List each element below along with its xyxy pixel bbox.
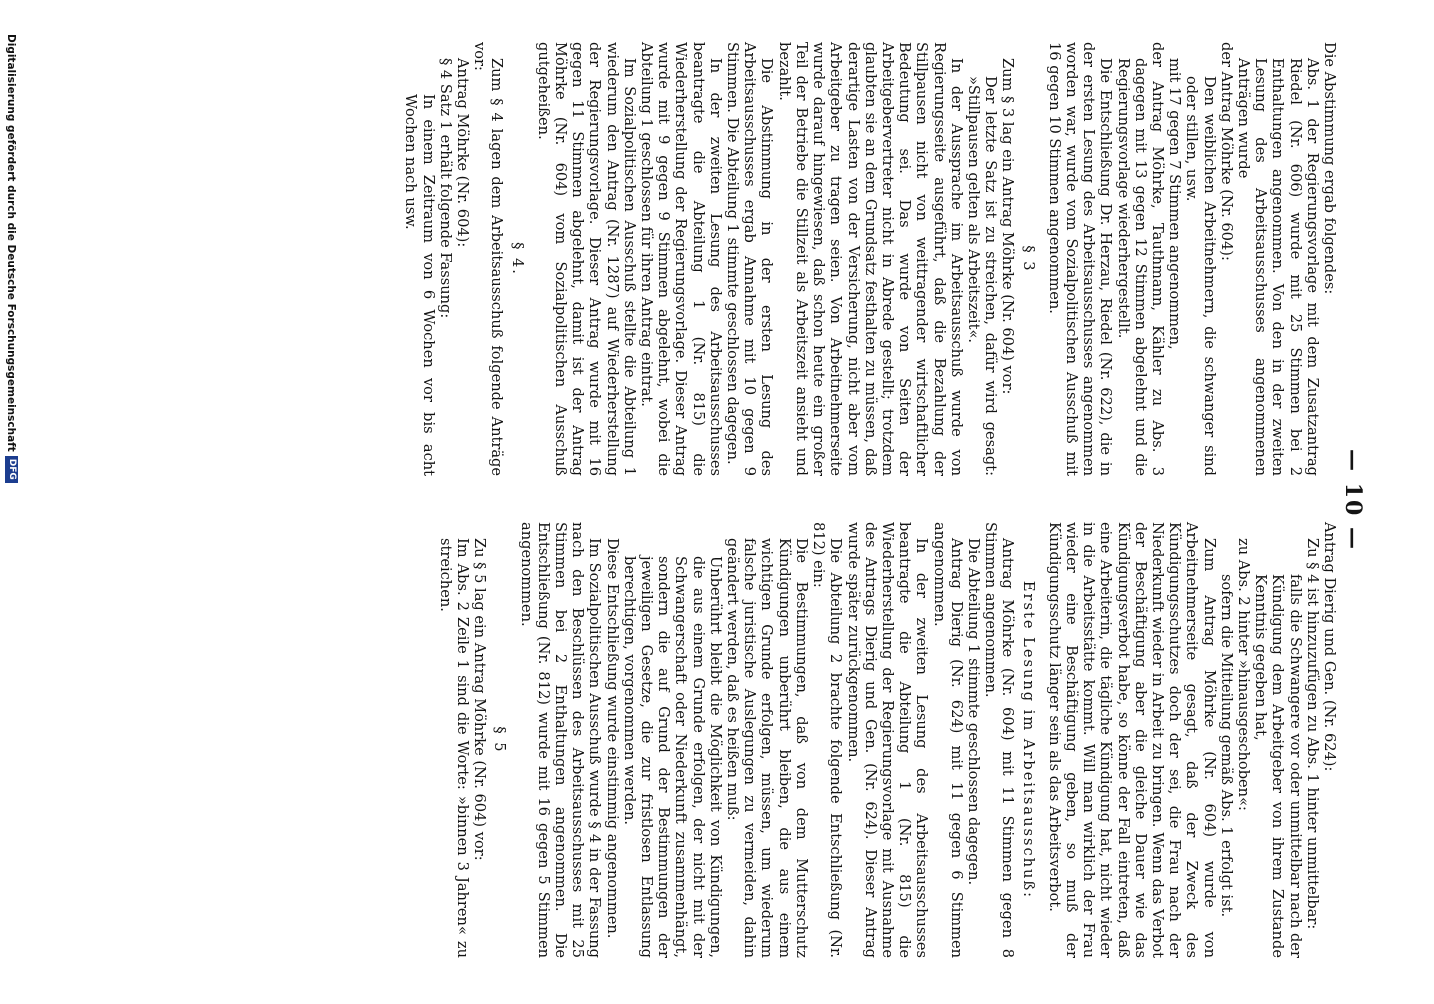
dfg-logo: DFG <box>5 456 18 483</box>
paragraph: Die Abteilung 1 stimmte geschlossen dagegen. <box>964 538 982 886</box>
right-column <box>437 522 1338 958</box>
paragraph: Im Sozialpolitischen Ausschuß stellte die Abteilung 1 wiederum den Antrag (Nr. 1287) auf Wiederherstellung der Regierungsvorlage. Dieser Antrag wurde mit 16 gegen 11 Stimmen abgelehnt, damit ist der Antrag Möhrke (Nr. 604) vom Sozialpolitischen Ausschuß gutgeheißen. <box>534 42 638 476</box>
paragraph: Antrag Dierig (Nr. 624) mit 11 gegen 6 Stimmen angenommen. <box>930 522 965 958</box>
paragraph: Zu § 5 lag ein Antrag Möhrke (Nr. 604) vor: <box>471 538 489 861</box>
paragraph: Antrag Möhrke (Nr. 604): <box>454 58 472 248</box>
paragraph: falls die Schwangere vor oder unmittelbar nach der Kündigung dem Arbeitgeber von ihrem Zustande Kenntnis gegeben hat, <box>1252 574 1304 958</box>
paragraph: sofern die Mitteilung gemäß Abs. 1 erfolgt ist. <box>1217 574 1235 918</box>
paragraph: Den weiblichen Arbeitnehmern, die schwanger sind oder stillen, usw. <box>1183 76 1218 476</box>
left-column <box>402 42 1338 476</box>
paragraph: Zum § 3 lag ein Antrag Möhrke (Nr. 604) vor: <box>999 58 1017 395</box>
paragraph: der Antrag Möhrke, Tauthmann, Kähler zu Abs. 3 dagegen mit 13 gegen 12 Stimmen abgelehnt und die Regierungsvorlage wiederhergestellt. <box>1114 42 1166 476</box>
paragraph: In der zweiten Lesung des Arbeitsausschusses beantragte die Abteilung 1 (Nr. 815) die Wiederherstellung der Regierungsvorlage mit Ausnahme des Antrags Dierig und Gen. (Nr. 624). Dieser Antrag wurde später zurückgenommen. <box>844 522 931 958</box>
paragraph: Zu § 4 ist hinzuzufügen zu Abs. 1 hinter unmittelbar: <box>1303 538 1321 930</box>
paragraph: Die Abstimmung in der ersten Lesung des Arbeitsausschusses ergab Annahme mit 10 gegen 9 Stimmen. Die Abteilung 1 stimmte geschlossen dagegen. <box>724 42 776 476</box>
paragraph: In einem Zeitraum von 6 Wochen vor bis acht Wochen nach usw. <box>402 94 437 476</box>
paragraph: Im Abs. 2 Zeile 1 sind die Worte: »binnen 3 Jahren« zu streichen. <box>436 538 472 958</box>
section-heading: Erste Lesung im Arbeitsausschuß: <box>1019 580 1037 900</box>
digitization-footer <box>5 34 18 1004</box>
paragraph: Zum Antrag Möhrke (Nr. 604) wurde von Arbeitnehmerseite gesagt, daß der Zweck des Kündigungsschutzes doch der sei, die Frau nach der Niederkunft wieder in Arbeit zu bringen. Wenn das Verbot der Beschäftigung aber die gleiche Dauer wie das Kündigungsverbot habe, so könne der Fall eintreten, daß eine Arbeiterin, die tägliche Kündigung hat, nicht wieder in die Arbeitsstätte kommt. Will man wirklich der Frau wieder eine Beschäftigung geben, so muß der Kündigungsschutz länger sein als das Arbeitsverbot. <box>1045 522 1218 958</box>
paragraph: der Antrag Möhrke (Nr. 604): <box>1217 42 1235 261</box>
footer-text: Digitalisierung gefördert durch die Deutsche Forschungsgemeinschaft <box>5 34 18 452</box>
paragraph: Der letzte Satz ist zu streichen, dafür wird gesagt: »Stillpausen gelten als Arbeitszeit«. <box>964 76 1000 476</box>
paragraph: In der Aussprache im Arbeitsausschuß wurde von Regierungsseite ausgeführt, daß die Bezahlung der Stillpausen nicht von weittragender wirtschaftlicher Bedeutung sei. Das wurde von Seiten der Arbeitgebervertreter nicht in Abrede gestellt; trotzdem glaubten sie an dem Grundsatz festhalten zu müssen, daß derartige Lasten von der Versicherung, nicht aber vom Arbeitgeber zu tragen seien. Von Arbeitnehmerseite wurde darauf hingewiesen, daß schon heute ein großer Teil der Betriebe die Stillzeit als Arbeitszeit ansieht und bezahlt. <box>775 42 965 476</box>
paragraph: Die Abstimmung ergab folgendes: <box>1321 42 1338 295</box>
paragraph: Die Entschließung Dr. Herzau, Riedel (Nr. 622), die in der ersten Lesung des Arbeitsausschusses angenommen worden war, wurde vom Sozialpolitischen Ausschuß mit 16 gegen 10 Stimmen angenommen. <box>1045 42 1115 476</box>
page-number: — 10 — <box>1340 449 1366 551</box>
paragraph: In der zweiten Lesung des Arbeitsausschusses beantragte die Abteilung 1 (Nr. 815) die Wiederherstellung der Regierungsvorlage. Dieser Antrag wurde mit 9 gegen 9 Stimmen abgelehnt, wobei die Abteilung 1 geschlossen für ihren Antrag eintrat. <box>638 42 724 476</box>
paragraph: Die Abteilung 2 brachte folgende Entschließung (Nr. 812) ein: <box>810 522 845 958</box>
paragraph: Im Sozialpolitischen Ausschuß wurde § 4 in der Fassung nach den Beschlüssen des Arbeitsausschusses mit 25 Stimmen bei 2 Enthaltungen angenommen. Die Entschließung (Nr. 812) wurde mit 16 gegen 5 Stimmen angenommen. <box>517 522 604 958</box>
paragraph: Antrag Dierig und Gen. (Nr. 624): <box>1321 522 1338 772</box>
paragraph: Antrag Möhrke (Nr. 604) mit 11 Stimmen gegen 8 Stimmen angenommen. <box>982 522 1017 958</box>
paragraph: Diese Entschließung wurde einstimmig angenommen. <box>603 538 621 939</box>
paragraph: Die Bestimmungen, daß von dem Mutterschutz Kündigungen unberührt bleiben, die aus einem wichtigen Grunde erfolgen, müssen, um wiederum falsche juristische Auslegungen zu vermeiden, dahin geändert werden, daß es heißen muß: <box>724 538 810 958</box>
paragraph: Zum § 4 lagen dem Arbeitsausschuß folgende Anträge vor: <box>471 42 506 476</box>
paragraph: Unberührt bleibt die Möglichkeit von Kündigungen, die aus einem Grunde erfolgen, der nicht mit der Schwangerschaft oder Niederkunft zusammenhängt, sondern die auf Grund der Bestimmungen der jeweiligen Gesetze, die zur fristlosen Entlassung berechtigen, vorgenommen werden. <box>620 556 724 958</box>
paragraph: Abs. 1 der Regierungsvorlage mit dem Zusatzantrag Riedel (Nr. 606) wurde mit 25 Stimmen bei 2 Enthaltungen angenommen. Von den in der zweiten Lesung des Arbeitsausschusses angenommenen Anträgen wurde <box>1234 58 1321 476</box>
paragraph: § 4 Satz 1 erhält folgende Fassung: <box>436 58 454 319</box>
section-heading: § 3 <box>1019 245 1037 273</box>
paragraph: mit 17 gegen 7 Stimmen angenommen, <box>1166 58 1184 350</box>
section-heading: § 4. <box>508 242 526 276</box>
section-heading: § 5 <box>491 726 509 754</box>
paragraph: zu Abs. 2 hinter »hinausgeschoben«: <box>1234 538 1252 811</box>
